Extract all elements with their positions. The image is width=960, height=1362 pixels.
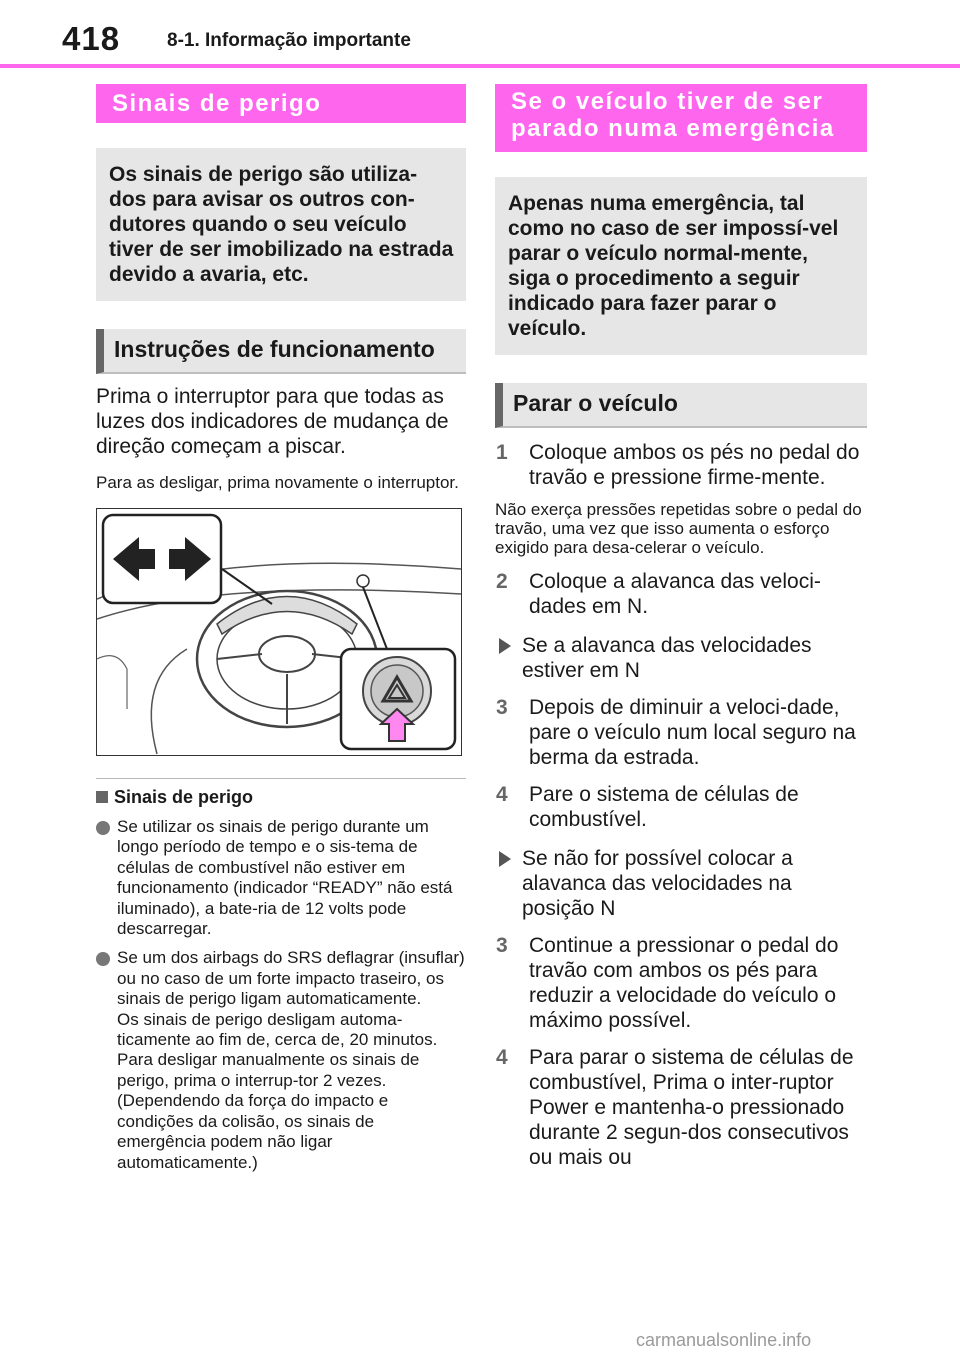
dashboard-drawing [97, 509, 461, 755]
header-rule [0, 64, 960, 68]
left-column [96, 84, 466, 1173]
stop-vehicle-sub-heading: Parar o veículo [495, 383, 867, 428]
watermark: carmanualsonline.info [636, 1330, 812, 1350]
step-2 [495, 569, 867, 619]
operation-sub-heading: Instruções de funcionamento [96, 329, 466, 374]
note-bullet-text: Se um dos airbags do SRS deflagrar (insuflar) ou no caso de um forte impacto traseiro, os sinais de perigo ligam automaticamente. Os sinais de perigo desligam automa-ticamente ao fim de, cerca de, 20 minutos. Para desligar manualmente os sinais de perigo, prima o interrup-tor 2 vezes. (Dependendo da força do impacto e condições da colisão, os sinais de emergência podem não ligar automaticamente.) [117, 948, 465, 1172]
triangle-bullet-icon [499, 851, 511, 867]
hazard-section-title: Sinais de perigo [96, 84, 466, 123]
note-heading-text: Sinais de perigo [114, 787, 254, 807]
square-bullet-icon [96, 791, 108, 803]
step-number: 3 [496, 696, 508, 719]
emergency-section-title: Se o veículo tiver de ser parado numa emergência [495, 84, 867, 152]
note-bullet-text: Se utilizar os sinais de perigo durante um longo período de tempo e o sis-tema de células de combustível não estiver em funcionamento (indicador “READY” não está iluminado), a bate-ria de 12 volts pode descarregar. [117, 817, 453, 939]
note-bullet-2 [96, 948, 466, 1172]
operation-instruction: Prima o interruptor para que todas as luzes dos indicadores de mudança de direção começam a piscar. [96, 385, 449, 458]
bullet-dot-icon [96, 952, 110, 966]
step-text: Coloque a alavanca das veloci-dades em N. [529, 570, 821, 618]
step-text: Pare o sistema de células de combustível. [529, 783, 799, 831]
page-number: 418 [62, 20, 121, 57]
step-number: 4 [496, 783, 508, 806]
case-not-neutral [495, 846, 867, 921]
step-4b [495, 1045, 867, 1170]
right-column [495, 84, 867, 1170]
case-text: Se não for possível colocar a alavanca das velocidades na posição N [522, 847, 793, 920]
note-divider [96, 778, 466, 779]
step-number: 1 [496, 441, 508, 464]
section-title: 8-1. Informação importante [167, 30, 411, 51]
step-number: 2 [496, 570, 508, 593]
triangle-bullet-icon [499, 638, 511, 654]
step-1 [495, 440, 867, 490]
operation-note: Para as desligar, prima novamente o interruptor. [96, 473, 459, 492]
step-text: Continue a pressionar o pedal do travão com ambos os pés para reduzir a velocidade do veículo o máximo possível. [529, 934, 839, 1032]
step-1-note: Não exerça pressões repetidas sobre o pedal do travão, uma vez que isso aumenta o esforço exigido para desa-celerar o veículo. [495, 500, 862, 557]
step-number: 4 [496, 1046, 508, 1069]
emergency-intro-box: Apenas numa emergência, tal como no caso de ser impossí-vel parar o veículo normal-mente, siga o procedimento a seguir indicado para fazer parar o veículo. [495, 177, 867, 355]
step-4a [495, 782, 867, 832]
note-bullet-1 [96, 817, 466, 939]
page-header [0, 0, 960, 66]
step-3a [495, 695, 867, 770]
step-text: Depois de diminuir a veloci-dade, pare o veículo num local seguro na berma da estrada. [529, 696, 856, 769]
hazard-intro-box: Os sinais de perigo são utiliza-dos para avisar os outros con-dutores quando o seu veículo tiver de ser imobilizado na estrada devido a avaria, etc. [96, 148, 466, 301]
case-in-neutral [495, 633, 867, 683]
step-3b [495, 933, 867, 1033]
step-text: Para parar o sistema de células de combustível, Prima o inter-ruptor Power e mantenha-o pressionado durante 2 segun-dos consecutivos ou mais ou [529, 1046, 854, 1169]
step-text: Coloque ambos os pés no pedal do travão e pressione firme-mente. [529, 441, 860, 489]
note-heading [96, 787, 466, 808]
hazard-switch-illustration [96, 508, 462, 756]
bullet-dot-icon [96, 821, 110, 835]
step-number: 3 [496, 934, 508, 957]
case-text: Se a alavanca das velocidades estiver em N [522, 634, 812, 682]
